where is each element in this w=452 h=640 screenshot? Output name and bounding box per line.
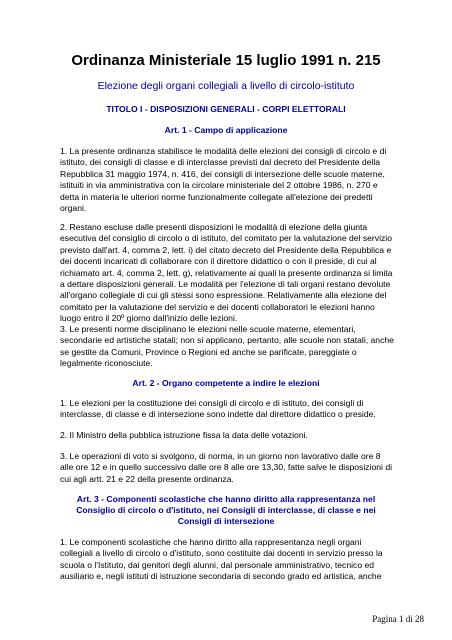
article-3-paragraph-1: 1. Le componenti scolastiche che hanno diritto alla rappresentanza negli organi collegiali a livello di circolo o d'istituto, sono costituite dai docenti in servizio presso la scuola o l'Istituto, dai genitori degli alunni, dal personale amministrativo, tecnico ed ausiliario e, negli istituti di istruzione secondaria di secondo grado ed artistica, anche [60, 537, 383, 582]
article-1-heading: Art. 1 - Campo di applicazione [164, 125, 288, 135]
article-2-paragraph-2: 2. Il Ministro della pubblica istruzione fissa la data delle votazioni. [60, 430, 308, 440]
article-2-paragraph-1: 1. Le elezioni per la costituzione dei consigli di circolo e di istituto, dei consigli di interclasse, di classe e di intersezione sono indette dal direttore didattico o preside. [60, 398, 376, 420]
article-1-paragraph-3: 3. Le presenti norme disciplinano le elezioni nelle scuole materne, elementari, secondarie ed artistiche statali; non si applicano, pertanto, alle scuole non statali, anche se gestite da Comuni, Province o Regioni ed anche se parificate, pareggiate o legalmente riconosciute. [60, 324, 394, 369]
page-number: Pagina 1 di 28 [372, 614, 424, 624]
section-title: TITOLO I - DISPOSIZIONI GENERALI - CORPI ELETTORALI [106, 104, 346, 114]
article-2-heading: Art. 2 - Organo competente a indire le elezioni [132, 378, 320, 388]
article-1-paragraph-1: 1. La presente ordinanza stabilisce le modalità delle elezioni dei consigli di circolo e di istituto, dei consigli di classe e di interclasse previsti dal decreto del Presidente della Repubblica 31 maggio 1974, n. 416, dei consigli di intersezione delle scuole materne, istituiti in via amministrativa con la circolare ministeriale del 2 ottobre 1986, n. 270 e detta in materia le ulteriori norme funzionalmente collegate all'elezione dei predetti organi. [60, 146, 387, 214]
article-1-paragraph-2: 2. Restano escluse dalle presenti disposizioni le modalità di elezione della giunta esecutiva del consiglio di circolo o di istituto, del comitato per la valutazione del servizio previsto dall'art. 4, comma 2, lett. i) del citato decreto del Presidente della Repubblica e dei docenti incaricati di collaborare con il direttore didattico o con il preside, di cui al richiamato art. 4, comma 2, lett. g), relativamente ai quali la presente ordinanza si limita a dettare disposizioni generali. Le modalità per l'elezione di tali organi restano devolute all'organo collegiale di cui gli stessi sono espressione. Relativamente alla elezione del comitato per la valutazione del servizio e dei docenti collaboratori le elezioni hanno luogo entro il 20º giorno dall'inizio delle lezioni. [60, 222, 393, 324]
article-2-paragraph-3: 3. Le operazioni di voto si svolgono, di norma, in un giorno non lavorativo dalle ore 8 alle ore 12 e in quello successivo dalle ore 8 alle ore 13,30, fatte salve le disposizioni di cui agli artt. 21 e 22 della presente ordinanza. [60, 451, 393, 484]
article-3-heading: Art. 3 - Componenti scolastiche che hanno diritto alla rappresentanza nel Consiglio di circolo o d'istituto, nei Consigli di interclasse, di classe e nei Consigli di intersezione [76, 494, 376, 526]
document-title: Ordinanza Ministeriale 15 luglio 1991 n. 215 [71, 52, 381, 69]
document-subtitle: Elezione degli organi collegiali a livello di circolo-istituto [97, 80, 355, 92]
